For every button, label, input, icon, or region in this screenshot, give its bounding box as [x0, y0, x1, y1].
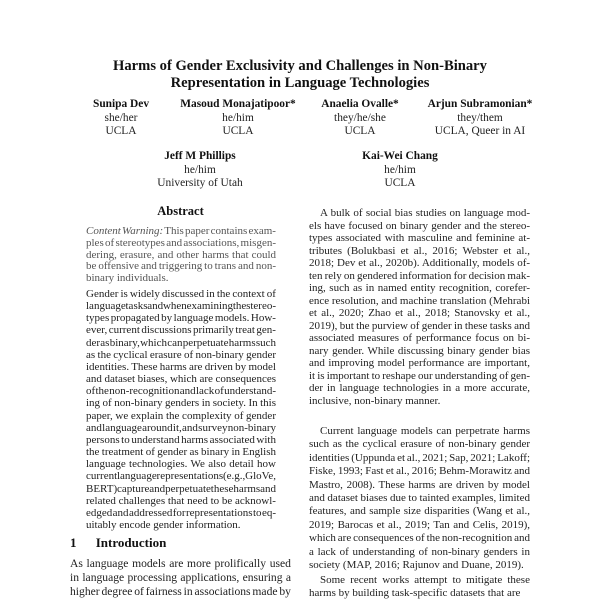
text-line: identities (Uppunda et al., 2021; Sap, 2021; Lakoff; — [309, 451, 530, 464]
text-line: ten rely on gendered information for decision mak- — [309, 269, 530, 282]
body-paragraph — [309, 574, 530, 601]
text-line: and dataset biases, which are consequences — [86, 373, 276, 386]
text-line: language technologies. We also detail how — [86, 458, 276, 471]
text-line: types propagated by language models. How- — [86, 312, 276, 325]
section-number: 1 — [70, 535, 77, 550]
text-span: This paper contains exam- — [164, 225, 276, 237]
author-name: Arjun Subramonian* — [427, 98, 533, 110]
title-line: Harms of Gender Exclusivity and Challenges in Non-Binary — [113, 58, 487, 74]
author-name: Kai-Wei Chang — [362, 150, 438, 162]
section-heading — [70, 535, 166, 551]
text-line: Gender is widely discussed in the context of — [86, 288, 276, 300]
text-line: ples of stereotypes and associations, misgen- — [86, 236, 276, 249]
text-line: language tasks and when examining the stereo- — [86, 300, 277, 313]
text-line: identities. These harms are driven by model — [86, 360, 276, 373]
text-line: ing, such as in named entity recognition, corefer- — [309, 282, 530, 294]
text-line: dering, erasure, and other harms that could — [86, 248, 277, 261]
text-line: such as the cyclical erasure of non-binary gender — [309, 438, 530, 451]
author-affiliation: UCLA — [384, 177, 416, 189]
text-line: ing of non-binary genders in society. In this — [86, 397, 276, 410]
text-line: paper, we explain the complexity of gender — [86, 409, 276, 422]
text-line: of the non-recognition and lack of understand- — [86, 385, 277, 398]
text-line: ever, current discussions primarily treat gen- — [86, 324, 276, 337]
text-line: be offensive and triggering to trans and non- — [86, 260, 277, 273]
text-line: society (MAP, 2016; Rajunov and Duane, 2019). — [309, 559, 524, 572]
text-line: and language around it, and survey non-binary — [86, 421, 277, 434]
text-line: 2018; Dev et al., 2020b). Additionally, models of- — [309, 257, 531, 269]
author-pronouns: he/him — [384, 163, 416, 176]
text-line: der as binary, which can perpetuate harms such — [86, 336, 277, 349]
text-line: ence resolution, and machine translation (Mehrabi — [309, 294, 530, 307]
text-line: der in language technologies in a more accurate, — [309, 382, 530, 394]
text-line: harms by building task-specific datasets that are — [309, 587, 521, 600]
author-affiliation: UCLA, Queer in AI — [434, 125, 526, 137]
text-line: Some recent works attempt to mitigate these — [320, 574, 530, 586]
text-line: current language representations (e.g., GloVe, — [86, 470, 276, 483]
text-line: and dataset biases due to tainted examples, limited — [309, 492, 530, 505]
section-title: Introduction — [95, 535, 167, 550]
text-line: higher degree of fairness in associations made by — [70, 585, 291, 598]
text-line: the treatment of gender as binary in English — [86, 446, 277, 459]
author-name: Jeff M Phillips — [164, 150, 236, 162]
title-line: Representation in Language Technologies — [170, 75, 430, 91]
text-line: associated measures of performance focus on bi- — [309, 332, 531, 344]
text-line: in language processing applications, ensuring a — [70, 571, 291, 584]
text-line: and improving model performance are important, — [309, 357, 530, 369]
text-line: types associated with masculine and feminine at- — [309, 232, 530, 244]
content-warning-label: Content Warning: — [86, 225, 164, 237]
text-line: et al., 2020; Zhao et al., 2018; Stanovsky et al., — [309, 307, 531, 319]
text-line: els have focused on binary gender and the stereo- — [309, 219, 530, 232]
abstract-body — [86, 288, 276, 531]
text-line: inclusive, non-binary manner. — [309, 394, 441, 407]
author-affiliation: UCLA — [344, 125, 376, 137]
author-name: Anaelia Ovalle* — [321, 98, 399, 110]
author-affiliation: UCLA — [105, 125, 137, 137]
paper-title — [0, 58, 600, 92]
text-line: persons to understand harms associated with — [86, 433, 276, 446]
author-pronouns: they/he/she — [334, 111, 386, 124]
body-paragraph — [309, 425, 530, 572]
author-pronouns: they/them — [457, 111, 503, 124]
text-line: related challenges that need to be acknowl- — [86, 494, 276, 507]
text-line: a lack of understanding of non-binary genders in — [309, 545, 530, 558]
text-line: uitably encode gender information. — [86, 518, 241, 531]
abstract-heading: Abstract — [157, 204, 204, 218]
text-line: edged and addressed for representations to eq- — [86, 506, 276, 519]
text-line: tributes (Bolukbasi et al., 2016; Webster et al., — [309, 244, 530, 257]
author-name: Sunipa Dev — [92, 98, 150, 110]
text-line: which are consequences of the non-recognition and — [309, 532, 530, 545]
body-paragraph — [309, 207, 530, 407]
author-block — [320, 150, 480, 191]
text-line: Current language models can perpetrate harms — [320, 425, 530, 437]
text-line: Mastro, 2008). These harms are driven by model — [309, 478, 530, 491]
text-line: A bulk of social bias studies on language mod- — [320, 207, 530, 219]
author-block — [400, 98, 560, 139]
author-pronouns: he/him — [222, 111, 254, 124]
author-pronouns: he/him — [184, 163, 216, 176]
text-line: nary gender. While discussing binary gender bias — [309, 344, 530, 357]
content-warning — [86, 226, 276, 285]
text-line: binary individuals. — [86, 272, 169, 285]
text-line: features, and sample size disparities (Wang et al., — [309, 505, 530, 518]
text-line: as the cyclical erasure of non-binary gender — [86, 348, 277, 361]
author-name: Masoud Monajatipoor* — [180, 98, 296, 110]
text-line: As language models are more prolifically used — [70, 557, 291, 570]
author-pronouns: she/her — [104, 111, 138, 124]
text-line: Fiske, 1993; Fast et al., 2016; Behm-Morawitz and — [309, 465, 531, 478]
author-affiliation: University of Utah — [157, 177, 243, 189]
author-affiliation: UCLA — [222, 125, 254, 137]
text-line: 2019), but the purview of gender in these tasks and — [309, 319, 530, 332]
author-block — [120, 150, 280, 191]
text-line: 2019; Barocas et al., 2019; Tan and Celis, 2019), — [309, 518, 531, 531]
text-line: BERT) capture and perpetuate these harms and — [86, 482, 276, 495]
text-line: it is important to reshape our understanding of gen- — [309, 369, 531, 382]
introduction-body — [70, 557, 291, 599]
